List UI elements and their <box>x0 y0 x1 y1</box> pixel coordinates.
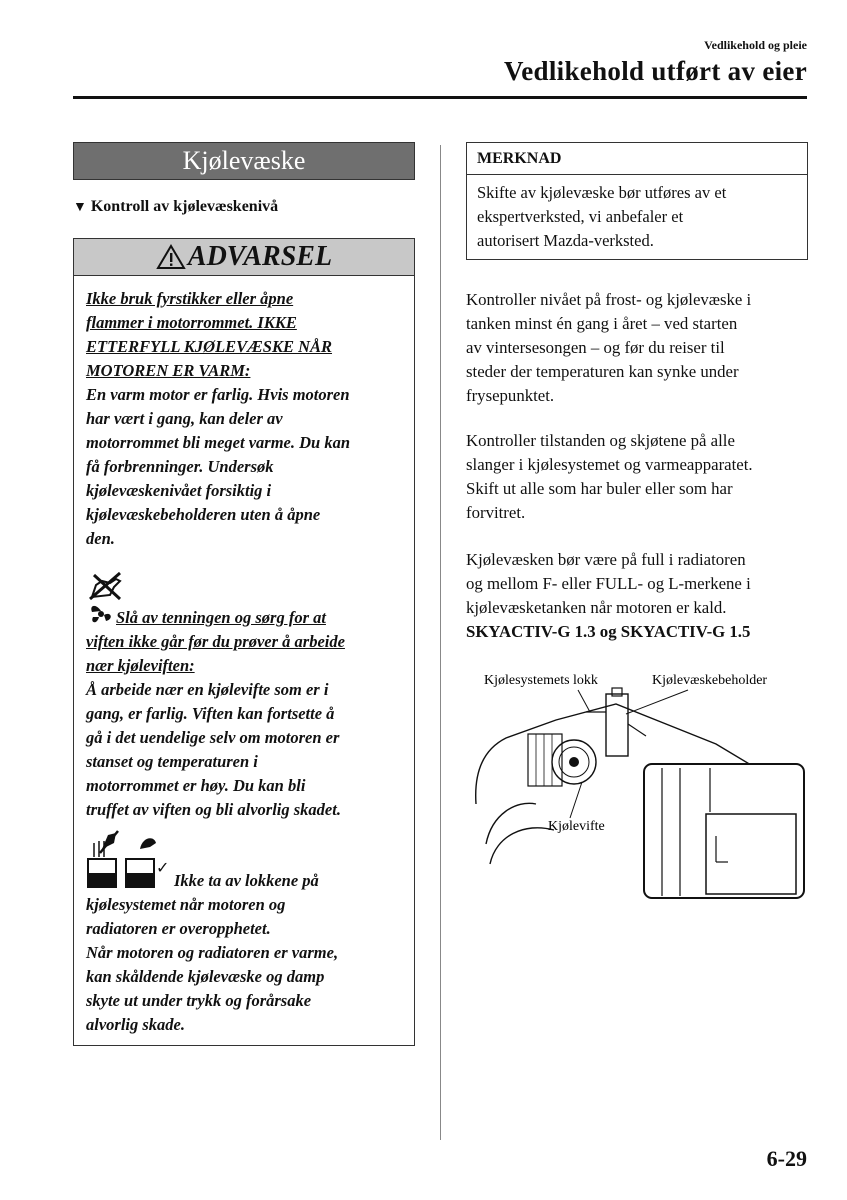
no-hand-icon <box>86 569 126 603</box>
reservoir-label: Kjølevæskebeholder <box>652 673 768 688</box>
warning-title: ADVARSEL <box>187 241 333 272</box>
warning-line: ETTERFYLL KJØLEVÆSKE NÅR <box>86 337 333 356</box>
note-line: autorisert Mazda-verksted. <box>477 231 654 250</box>
warning-triangle-icon <box>156 244 186 270</box>
warning-line: den. <box>86 529 115 548</box>
warning-block-2 <box>86 601 406 822</box>
warning-line: Slå av tenningen og sørg for at <box>86 601 406 630</box>
note-line: ekspertverksted, vi anbefaler et <box>477 207 684 226</box>
paragraph-1: Kontroller nivået på frost- og kjølevæske i tanken minst én gang i året – ved starten av vintersesongen – og før du reiser til steder der temperaturen kan synke under frysepunktet. <box>466 290 752 405</box>
note-box <box>466 142 808 260</box>
warning-line: gang, er farlig. Viften kan fortsette å <box>86 704 335 723</box>
warning-box <box>73 238 415 1046</box>
header-rule <box>73 96 807 99</box>
warning-line: kan skåldende kjølevæske og damp <box>86 967 325 986</box>
warning-line: alvorlig skade. <box>86 1015 185 1034</box>
triangle-bullet-icon: ▼ <box>73 200 87 215</box>
warning-line: stanset og temperaturen i <box>86 752 258 771</box>
paragraph-2: Kontroller tilstanden og skjøtene på alle slanger i kjølesystemet og varmeapparatet. Skift ut alle som har buler eller som har forvitret. <box>466 431 753 522</box>
warning-line: flammer i motorrommet. IKKE <box>86 313 297 332</box>
warning-line: Ikke ta av lokkene på <box>174 871 319 890</box>
note-line: Skifte av kjølevæske bør utføres av et <box>477 183 727 202</box>
warning-line: MOTOREN ER VARM: <box>86 361 251 380</box>
header-section: Vedlikehold og pleie <box>704 38 807 52</box>
warning-line: Når motoren og radiatoren er varme, <box>86 943 339 962</box>
page-number: 6-29 <box>766 1146 807 1171</box>
warning-line: gå i det uendelige selv om motoren er <box>86 728 340 747</box>
subheading-text: Kontroll av kjølevæskenivå <box>90 198 279 215</box>
fan-label: Kjølevifte <box>548 819 605 834</box>
warning-line: har vært i gang, kan deler av <box>86 409 283 428</box>
paragraph-3: Kjølevæsken bør være på full i radiatoren og mellom F- eller FULL- og L-merkene i kjølevæsketanken når motoren er kald. <box>466 550 751 617</box>
warning-line: En varm motor er farlig. Hvis motoren <box>86 385 350 404</box>
note-body <box>477 181 802 253</box>
engine-bay-diagram <box>466 664 806 900</box>
warning-line: kjølevæskebeholderen uten å åpne <box>86 505 321 524</box>
warning-line: Ikke bruk fyrstikker eller åpne <box>86 289 294 308</box>
fan-icon <box>86 601 116 627</box>
warning-line: viften ikke går før du prøver å arbeide <box>86 632 345 651</box>
warning-line: motorrommet bli meget varme. Du kan <box>86 433 350 452</box>
warning-header <box>74 239 414 276</box>
note-title: MERKNAD <box>467 143 807 175</box>
warning-line: Å arbeide nær en kjølevifte som er i <box>86 680 329 699</box>
warning-line: radiatoren er overopphetet. <box>86 919 271 938</box>
warning-line: motorrommet er høy. Du kan bli <box>86 776 306 795</box>
warning-line: skyte ut under trykk og forårsake <box>86 991 312 1010</box>
page-title: Vedlikehold utført av eier <box>503 56 807 86</box>
warning-block-1 <box>86 287 406 551</box>
svg-text:✓: ✓ <box>156 858 170 877</box>
warning-line: kjølevæskenivået forsiktig i <box>86 481 272 500</box>
subheading <box>73 198 278 216</box>
warning-block-3 <box>86 869 406 1037</box>
cap-label: Kjølesystemets lokk <box>484 673 598 688</box>
warning-line: kjølesystemet når motoren og <box>86 895 286 914</box>
section-title: Kjølevæske <box>73 142 415 180</box>
column-divider <box>440 145 441 1140</box>
warning-line: få forbrenninger. Undersøk <box>86 457 274 476</box>
engine-variant-heading: SKYACTIV-G 1.3 og SKYACTIV-G 1.5 <box>466 622 751 641</box>
warning-line: nær kjøleviften: <box>86 656 195 675</box>
warning-line: truffet av viften og bli alvorlig skadet. <box>86 800 341 819</box>
